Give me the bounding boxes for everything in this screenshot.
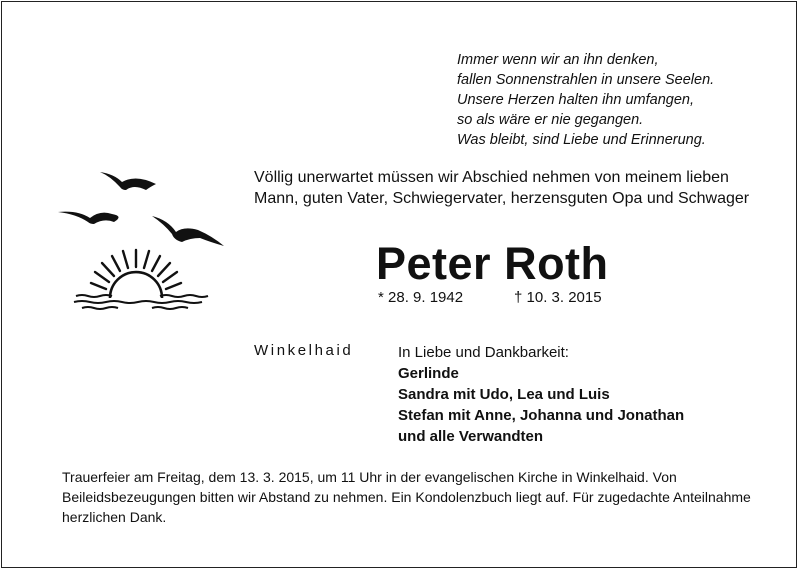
deceased-name: Peter Roth [376,238,609,289]
family-member: Gerlinde [398,365,459,382]
poem-line: Unsere Herzen halten ihn umfangen, [457,92,694,108]
seagull-icon [100,172,156,190]
seagulls-sunset-icon [52,160,232,310]
death-date: † 10. 3. 2015 [514,289,602,306]
place-name: Winkelhaid [254,342,354,359]
sun-rays-icon [91,250,181,289]
funeral-notice: Trauerfeier am Freitag, dem 13. 3. 2015, um 11 Uhr in der evangelischen Kirche in Winkelhaid. Von Beileidsbezeugungen bitten wir Abstand zu nehmen. Ein Kondolenzbuch liegt auf. Für zugedachte Anteilnahme herzlichen Dank. [62,469,751,525]
poem-line: Immer wenn wir an ihn denken, [457,52,659,68]
poem-line: so als wäre er nie gegangen. [457,112,644,128]
water-waves-icon [74,295,208,309]
memorial-poem [457,50,714,150]
family-signature [398,342,684,447]
seagull-icon [152,216,224,246]
birth-date: * 28. 9. 1942 [378,289,464,306]
seagull-icon [58,212,119,224]
announcement-text: Völlig unerwartet müssen wir Abschied nehmen von meinem lieben Mann, guten Vater, Schwiegervater, herzensguten Opa und Schwager [254,169,750,207]
family-member: Stefan mit Anne, Johanna und Jonathan [398,407,685,424]
poem-line: Was bleibt, sind Liebe und Erinnerung. [457,132,706,148]
family-intro: In Liebe und Dankbarkeit: [398,344,569,361]
sun-icon [110,272,162,298]
family-member: Sandra mit Udo, Lea und Luis [398,386,610,403]
poem-line: fallen Sonnenstrahlen in unsere Seelen. [457,72,715,88]
family-member: und alle Verwandten [398,428,544,445]
